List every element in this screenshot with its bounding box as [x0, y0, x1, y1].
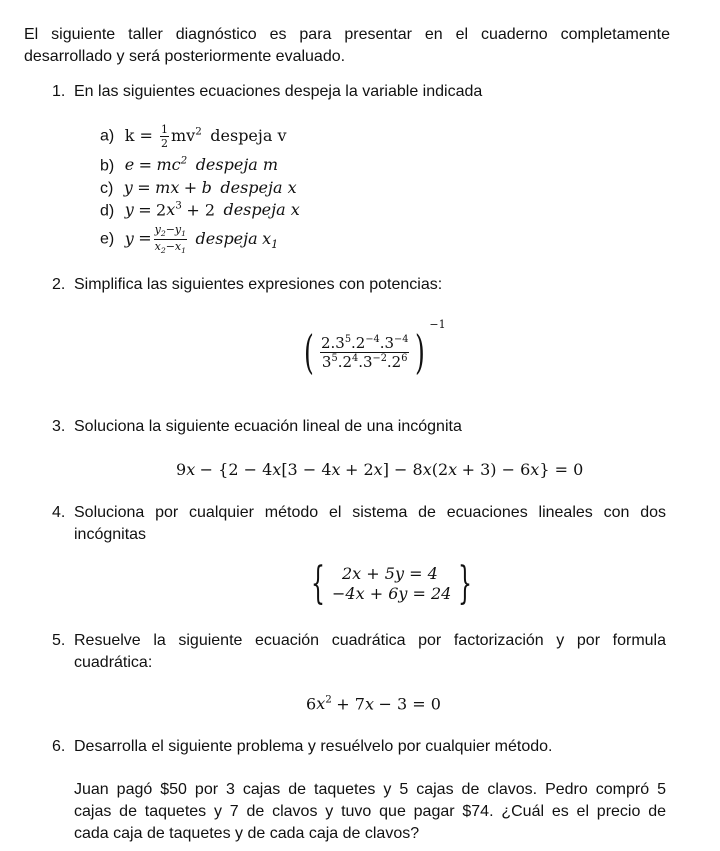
q1-item-a: a) k = $\frac{1}{2}$ $mv^2$ despeja v: [100, 123, 287, 150]
q4-eq-2: −4x + 6y = 24: [332, 584, 452, 603]
q1-item-label: b): [100, 157, 115, 175]
q5-number: 5.: [52, 632, 66, 649]
q1-item-e: e) y = $\frac{y_2-y_1}{x_2-x_1}$ despeja $x_1$: [100, 223, 279, 256]
q1-item-instruction: despeja x: [223, 200, 300, 220]
q4-line-1: Soluciona por cualquier método el sistema de ecuaciones lineales con dos: [74, 504, 666, 521]
q1-item-d: d) $y = 2x^3 + 2$ despeja x: [100, 200, 300, 220]
q1-title: En las siguientes ecuaciones despeja la variable indicada: [74, 83, 483, 100]
q1-item-c: c) y = mx + b despeja x: [100, 178, 297, 197]
q6-problem-line-3: cada caja de taquetes y de cada caja de clavos?: [74, 825, 420, 842]
q6-problem-line-2: cajas de taquetes y 7 de clavos y tuvo que pagar $74. ¿Cuál es el precio de: [74, 803, 666, 820]
q5-equation: $6x^2 + 7x - 3 = 0$: [306, 694, 441, 714]
intro-line-2: desarrollado y será posteriormente evaluado.: [24, 48, 346, 65]
q4-number: 4.: [52, 504, 66, 521]
q1-item-instruction: despeja v: [210, 125, 287, 145]
q2-title: Simplifica las siguientes expresiones con potencias:: [74, 276, 443, 293]
q4-line-2: incógnitas: [74, 526, 147, 543]
q3-number: 3.: [52, 418, 66, 435]
q1-item-instruction: despeja m: [195, 155, 279, 175]
q6-title: Desarrolla el siguiente problema y resuélvelo por cualquier método.: [74, 738, 553, 755]
q6-problem-line-1: Juan pagó $50 por 3 cajas de taquetes y 5 cajas de clavos. Pedro compró 5: [74, 781, 666, 798]
q2-number: 2.: [52, 276, 66, 293]
intro-line-1: El siguiente taller diagnóstico es para presentar en el cuaderno completamente: [24, 26, 670, 43]
q3-equation: 9x − {2 − 4x[3 − 4x + 2x] − 8x(2x + 3) − 6x} = 0: [176, 460, 584, 479]
q1-item-instruction: despeja: [195, 228, 258, 248]
q1-item-label: c): [100, 180, 114, 197]
q1-number: 1.: [52, 83, 66, 100]
q5-line-1: Resuelve la siguiente ecuación cuadrática por factorización y por formula: [74, 632, 666, 649]
q1-item-instruction: despeja x: [220, 178, 297, 197]
q1-item-label: e): [100, 230, 115, 248]
q6-number: 6.: [52, 738, 66, 755]
q4-eq-1: 2x + 5y = 4: [342, 564, 438, 583]
q1-item-b: b) $e = mc^2$ despeja m: [100, 155, 279, 175]
q4-system: { 2x + 5y = 4 −4x + 6y = 24 }: [311, 558, 473, 609]
q1-item-label: d): [100, 202, 115, 220]
q3-title: Soluciona la siguiente ecuación lineal de una incógnita: [74, 418, 462, 435]
q1-item-label: a): [100, 127, 115, 145]
q5-line-2: cuadrática:: [74, 654, 153, 671]
q2-expression: ( $\frac{2.3^5.2^{-4}.3^{-4}}{3^5.2^4.3^{-2}.2^6}$ )$^{-1}$: [304, 318, 446, 380]
